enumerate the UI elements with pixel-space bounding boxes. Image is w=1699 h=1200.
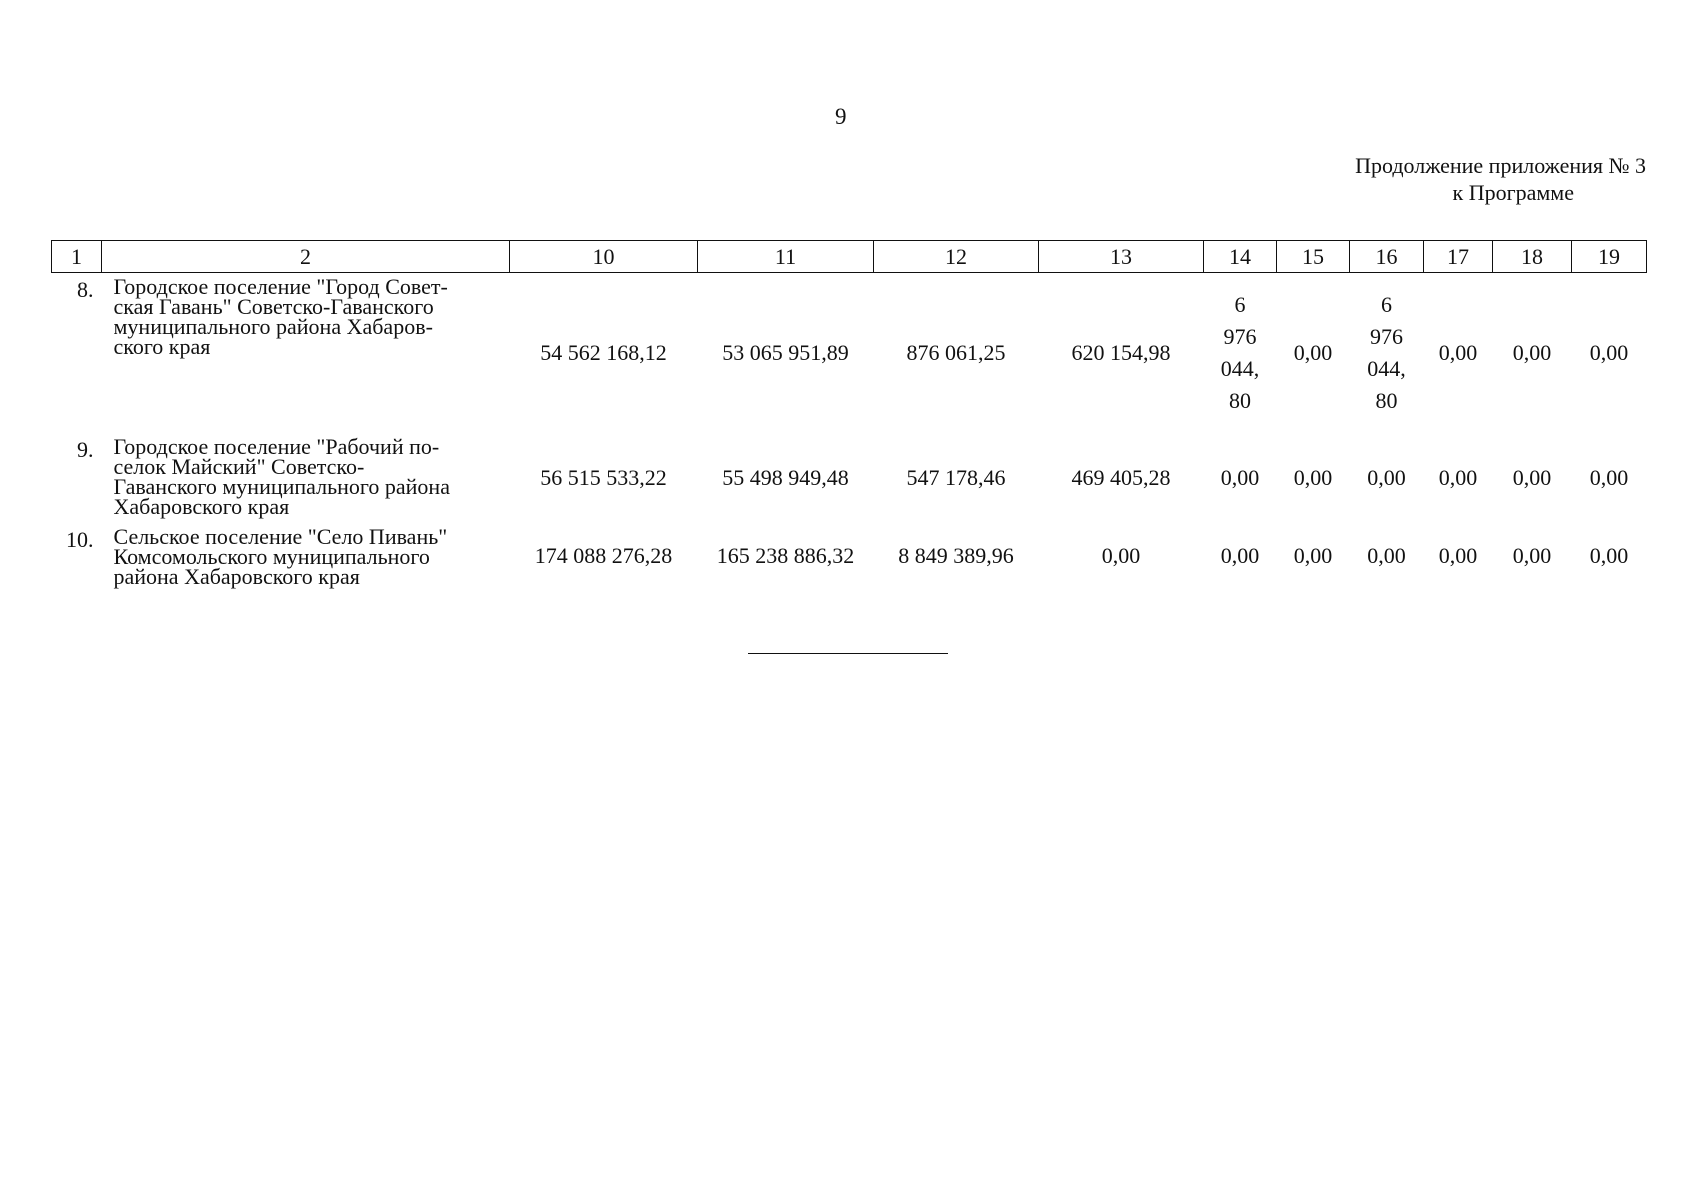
cell-col-15: 0,00 bbox=[1293, 543, 1333, 568]
value-fragment: 976 bbox=[1370, 324, 1403, 349]
cell-col-12: 8 849 389,96 bbox=[898, 543, 1014, 568]
page-number: 9 bbox=[835, 104, 847, 129]
closing-rule bbox=[748, 653, 948, 654]
settlement-name bbox=[102, 273, 510, 434]
cell-col-17: 0,00 bbox=[1438, 465, 1478, 490]
header-row bbox=[52, 241, 1647, 273]
cell-col-11: 55 498 949,48 bbox=[722, 465, 849, 490]
value-fragment: 6 bbox=[1234, 292, 1246, 317]
header-cell: 12 bbox=[874, 241, 1039, 273]
cell-col-19: 0,00 bbox=[1589, 465, 1629, 490]
cell-col-14: 0,00 bbox=[1220, 465, 1260, 490]
cell-col-13: 620 154,98 bbox=[1071, 340, 1171, 365]
appendix-line-2: к Программе bbox=[1452, 180, 1574, 205]
table-row bbox=[52, 273, 1647, 434]
header-cell: 18 bbox=[1493, 241, 1572, 273]
value-fragment: 044, bbox=[1220, 356, 1260, 381]
settlement-name-line: ского края bbox=[113, 334, 211, 359]
settlement-name-line: Хабаровского края bbox=[113, 494, 290, 519]
settlement-name-line: Городское поселение "Город Совет- bbox=[113, 274, 448, 299]
header-cell: 14 bbox=[1204, 241, 1277, 273]
cell-col-12: 547 178,46 bbox=[906, 465, 1006, 490]
header-cell: 15 bbox=[1277, 241, 1350, 273]
header-cell: 16 bbox=[1350, 241, 1424, 273]
cell-col-10: 54 562 168,12 bbox=[540, 340, 667, 365]
header-cell: 13 bbox=[1039, 241, 1204, 273]
header-cell: 11 bbox=[698, 241, 874, 273]
cell-col-11: 53 065 951,89 bbox=[722, 340, 849, 365]
cell-col-14 bbox=[1204, 273, 1277, 434]
table-row bbox=[52, 433, 1647, 523]
row-number: 8. bbox=[77, 277, 94, 302]
header-cell: 10 bbox=[510, 241, 698, 273]
settlement-name-line: муниципального района Хабаров- bbox=[113, 314, 433, 339]
cell-col-14: 0,00 bbox=[1220, 543, 1260, 568]
cell-col-15: 0,00 bbox=[1293, 465, 1333, 490]
settlement-name bbox=[102, 433, 510, 523]
row-number: 9. bbox=[77, 437, 94, 462]
wrapped-value bbox=[1367, 289, 1406, 417]
settlement-name-line: Комсомольского муниципального bbox=[113, 544, 430, 569]
settlement-name-line: селок Майский" Советско- bbox=[113, 454, 365, 479]
value-fragment: 80 bbox=[1229, 388, 1251, 413]
appendix-caption bbox=[1355, 152, 1646, 206]
cell-col-18: 0,00 bbox=[1512, 465, 1552, 490]
row-number: 10. bbox=[66, 527, 94, 552]
cell-col-13: 469 405,28 bbox=[1071, 465, 1171, 490]
cell-col-13: 0,00 bbox=[1101, 543, 1141, 568]
value-fragment: 80 bbox=[1375, 388, 1398, 413]
cell-col-12: 876 061,25 bbox=[906, 340, 1006, 365]
appendix-line-1: Продолжение приложения № 3 bbox=[1355, 153, 1646, 178]
cell-col-19: 0,00 bbox=[1589, 543, 1629, 568]
settlement-name-line: Городское поселение "Рабочий по- bbox=[113, 434, 440, 459]
settlement-name-line: ская Гавань" Советско-Гаванского bbox=[113, 294, 434, 319]
header-cell: 1 bbox=[52, 241, 102, 273]
settlement-name bbox=[102, 523, 510, 589]
cell-col-10: 174 088 276,28 bbox=[534, 543, 673, 568]
value-fragment: 976 bbox=[1223, 324, 1257, 349]
settlement-name-line: Сельское поселение "Село Пивань" bbox=[113, 524, 448, 549]
cell-col-16: 0,00 bbox=[1367, 543, 1406, 568]
cell-col-15: 0,00 bbox=[1293, 340, 1333, 365]
header-cell: 17 bbox=[1424, 241, 1493, 273]
cell-col-17: 0,00 bbox=[1438, 543, 1478, 568]
data-table bbox=[51, 240, 1647, 589]
cell-col-10: 56 515 533,22 bbox=[540, 465, 667, 490]
value-fragment: 044, bbox=[1367, 356, 1406, 381]
table-row bbox=[52, 523, 1647, 589]
cell-col-16: 0,00 bbox=[1367, 465, 1406, 490]
cell-col-16 bbox=[1350, 273, 1424, 434]
header-cell: 2 bbox=[102, 241, 510, 273]
wrapped-value bbox=[1221, 289, 1260, 417]
settlement-name-line: района Хабаровского края bbox=[113, 564, 360, 589]
value-fragment: 6 bbox=[1381, 292, 1392, 317]
cell-col-18: 0,00 bbox=[1512, 340, 1552, 365]
cell-col-17: 0,00 bbox=[1438, 340, 1478, 365]
cell-col-19: 0,00 bbox=[1589, 340, 1629, 365]
cell-col-18: 0,00 bbox=[1512, 543, 1552, 568]
settlement-name-line: Гаванского муниципального района bbox=[113, 474, 450, 499]
cell-col-11: 165 238 886,32 bbox=[716, 543, 855, 568]
header-cell: 19 bbox=[1572, 241, 1647, 273]
